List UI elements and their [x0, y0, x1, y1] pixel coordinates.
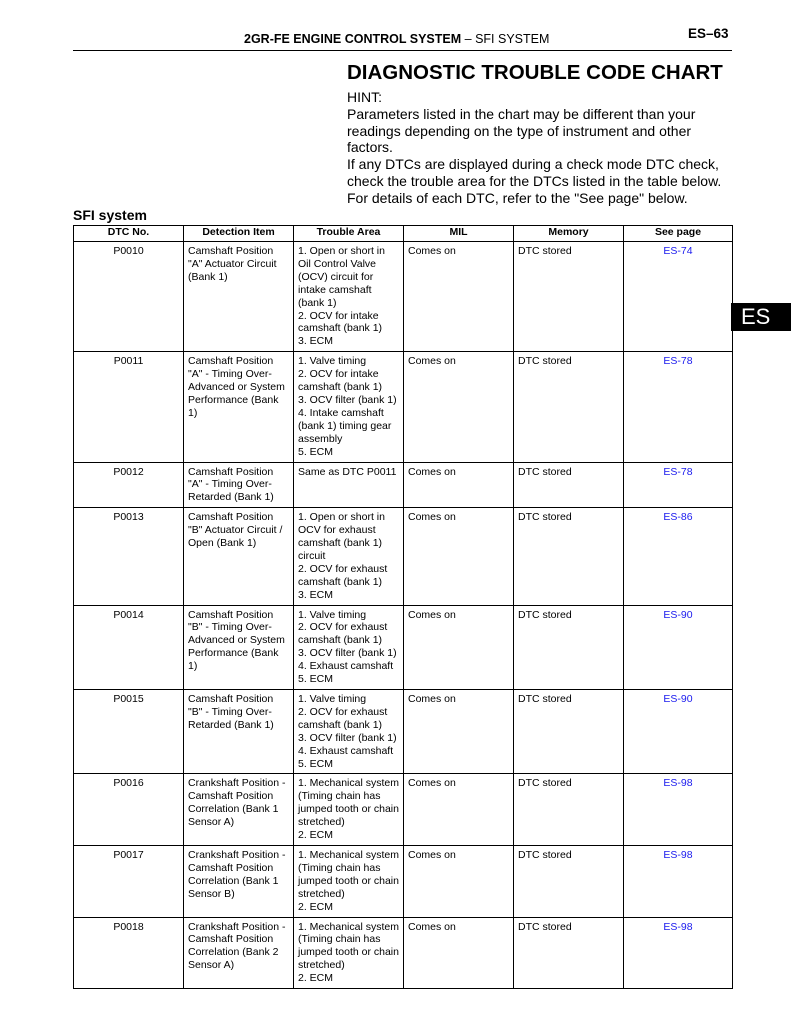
col-header-mil: MIL: [404, 226, 514, 242]
col-header-dtc-no: DTC No.: [74, 226, 184, 242]
cell-mil: Comes on: [404, 845, 514, 917]
cell-memory: DTC stored: [514, 605, 624, 689]
col-header-trouble-area: Trouble Area: [294, 226, 404, 242]
page-number: ES–63: [688, 26, 729, 41]
hint-paragraph-1: Parameters listed in the chart may be different than your readings depending on the type of instrument and other factors.: [347, 105, 696, 156]
cell-see-page-link[interactable]: ES-78: [624, 352, 733, 462]
cell-detection-item: Crankshaft Position - Camshaft Position Correlation (Bank 1 Sensor A): [184, 774, 294, 846]
cell-detection-item: Camshaft Position "A" - Timing Over- Advanced or System Performance (Bank 1): [184, 352, 294, 462]
table-row: [74, 352, 733, 462]
hint-block: [347, 89, 737, 207]
table-row: [74, 690, 733, 774]
cell-mil: Comes on: [404, 352, 514, 462]
cell-mil: Comes on: [404, 774, 514, 846]
cell-detection-item: Crankshaft Position - Camshaft Position Correlation (Bank 2 Sensor A): [184, 917, 294, 989]
cell-trouble-area: 1. Valve timing 2. OCV for exhaust camshaft (bank 1) 3. OCV filter (bank 1) 4. Exhaust camshaft 5. ECM: [294, 690, 404, 774]
cell-mil: Comes on: [404, 690, 514, 774]
cell-see-page-link[interactable]: ES-78: [624, 462, 733, 508]
cell-memory: DTC stored: [514, 774, 624, 846]
cell-memory: DTC stored: [514, 508, 624, 605]
col-header-memory: Memory: [514, 226, 624, 242]
cell-dtc-no: P0016: [74, 774, 184, 846]
header-subsystem: – SFI SYSTEM: [464, 32, 550, 46]
cell-dtc-no: P0013: [74, 508, 184, 605]
cell-detection-item: Camshaft Position "A" Actuator Circuit (Bank 1): [184, 242, 294, 352]
cell-see-page-link[interactable]: ES-90: [624, 605, 733, 689]
section-title: SFI system: [73, 207, 147, 223]
cell-see-page-link[interactable]: ES-90: [624, 690, 733, 774]
cell-see-page-link[interactable]: ES-98: [624, 774, 733, 846]
cell-trouble-area: 1. Mechanical system (Timing chain has jumped tooth or chain stretched) 2. ECM: [294, 774, 404, 846]
table-row: [74, 508, 733, 605]
cell-trouble-area: 1. Open or short in OCV for exhaust camshaft (bank 1) circuit 2. OCV for exhaust camshaft (bank 1) 3. ECM: [294, 508, 404, 605]
cell-see-page-link[interactable]: ES-86: [624, 508, 733, 605]
cell-dtc-no: P0012: [74, 462, 184, 508]
cell-memory: DTC stored: [514, 917, 624, 989]
cell-memory: DTC stored: [514, 242, 624, 352]
cell-mil: Comes on: [404, 242, 514, 352]
col-header-see-page: See page: [624, 226, 733, 242]
table-header-row: [74, 226, 733, 242]
cell-trouble-area: 1. Valve timing 2. OCV for exhaust camshaft (bank 1) 3. OCV filter (bank 1) 4. Exhaust camshaft 5. ECM: [294, 605, 404, 689]
cell-memory: DTC stored: [514, 845, 624, 917]
page-title: DIAGNOSTIC TROUBLE CODE CHART: [347, 61, 723, 84]
section-side-tab: ES: [731, 303, 791, 331]
cell-trouble-area: 1. Valve timing 2. OCV for intake camshaft (bank 1) 3. OCV filter (bank 1) 4. Intake camshaft (bank 1) timing gear assembly 5. ECM: [294, 352, 404, 462]
cell-dtc-no: P0017: [74, 845, 184, 917]
cell-see-page-link[interactable]: ES-98: [624, 917, 733, 989]
cell-mil: Comes on: [404, 605, 514, 689]
cell-dtc-no: P0011: [74, 352, 184, 462]
cell-detection-item: Camshaft Position "B" - Timing Over- Retarded (Bank 1): [184, 690, 294, 774]
header-system-name: 2GR-FE ENGINE CONTROL SYSTEM: [244, 32, 462, 46]
cell-mil: Comes on: [404, 508, 514, 605]
cell-mil: Comes on: [404, 462, 514, 508]
hint-paragraph-2: If any DTCs are displayed during a check mode DTC check, check the trouble area for the DTCs listed in the table below. For details of each DTC, refer to the "See page" below.: [347, 156, 722, 206]
table-body: [74, 242, 733, 989]
table-row: [74, 462, 733, 508]
cell-see-page-link[interactable]: ES-74: [624, 242, 733, 352]
col-header-detection-item: Detection Item: [184, 226, 294, 242]
dtc-table: [73, 225, 733, 989]
table-row: [74, 845, 733, 917]
cell-detection-item: Camshaft Position "B" Actuator Circuit / Open (Bank 1): [184, 508, 294, 605]
cell-trouble-area: 1. Mechanical system (Timing chain has jumped tooth or chain stretched) 2. ECM: [294, 845, 404, 917]
cell-mil: Comes on: [404, 917, 514, 989]
cell-detection-item: Crankshaft Position - Camshaft Position Correlation (Bank 1 Sensor B): [184, 845, 294, 917]
cell-memory: DTC stored: [514, 462, 624, 508]
cell-memory: DTC stored: [514, 352, 624, 462]
cell-detection-item: Camshaft Position "B" - Timing Over- Advanced or System Performance (Bank 1): [184, 605, 294, 689]
hint-label: HINT:: [347, 89, 382, 105]
cell-trouble-area: 1. Mechanical system (Timing chain has jumped tooth or chain stretched) 2. ECM: [294, 917, 404, 989]
cell-trouble-area: 1. Open or short in Oil Control Valve (OCV) circuit for intake camshaft (bank 1) 2. OCV for intake camshaft (bank 1) 3. ECM: [294, 242, 404, 352]
table-row: [74, 917, 733, 989]
cell-dtc-no: P0018: [74, 917, 184, 989]
cell-see-page-link[interactable]: ES-98: [624, 845, 733, 917]
cell-detection-item: Camshaft Position "A" - Timing Over- Retarded (Bank 1): [184, 462, 294, 508]
cell-dtc-no: P0010: [74, 242, 184, 352]
table-row: [74, 242, 733, 352]
cell-dtc-no: P0014: [74, 605, 184, 689]
cell-dtc-no: P0015: [74, 690, 184, 774]
table-row: [74, 605, 733, 689]
cell-memory: DTC stored: [514, 690, 624, 774]
cell-trouble-area: Same as DTC P0011: [294, 462, 404, 508]
running-header: [244, 32, 549, 46]
header-divider: [73, 50, 732, 51]
table-row: [74, 774, 733, 846]
